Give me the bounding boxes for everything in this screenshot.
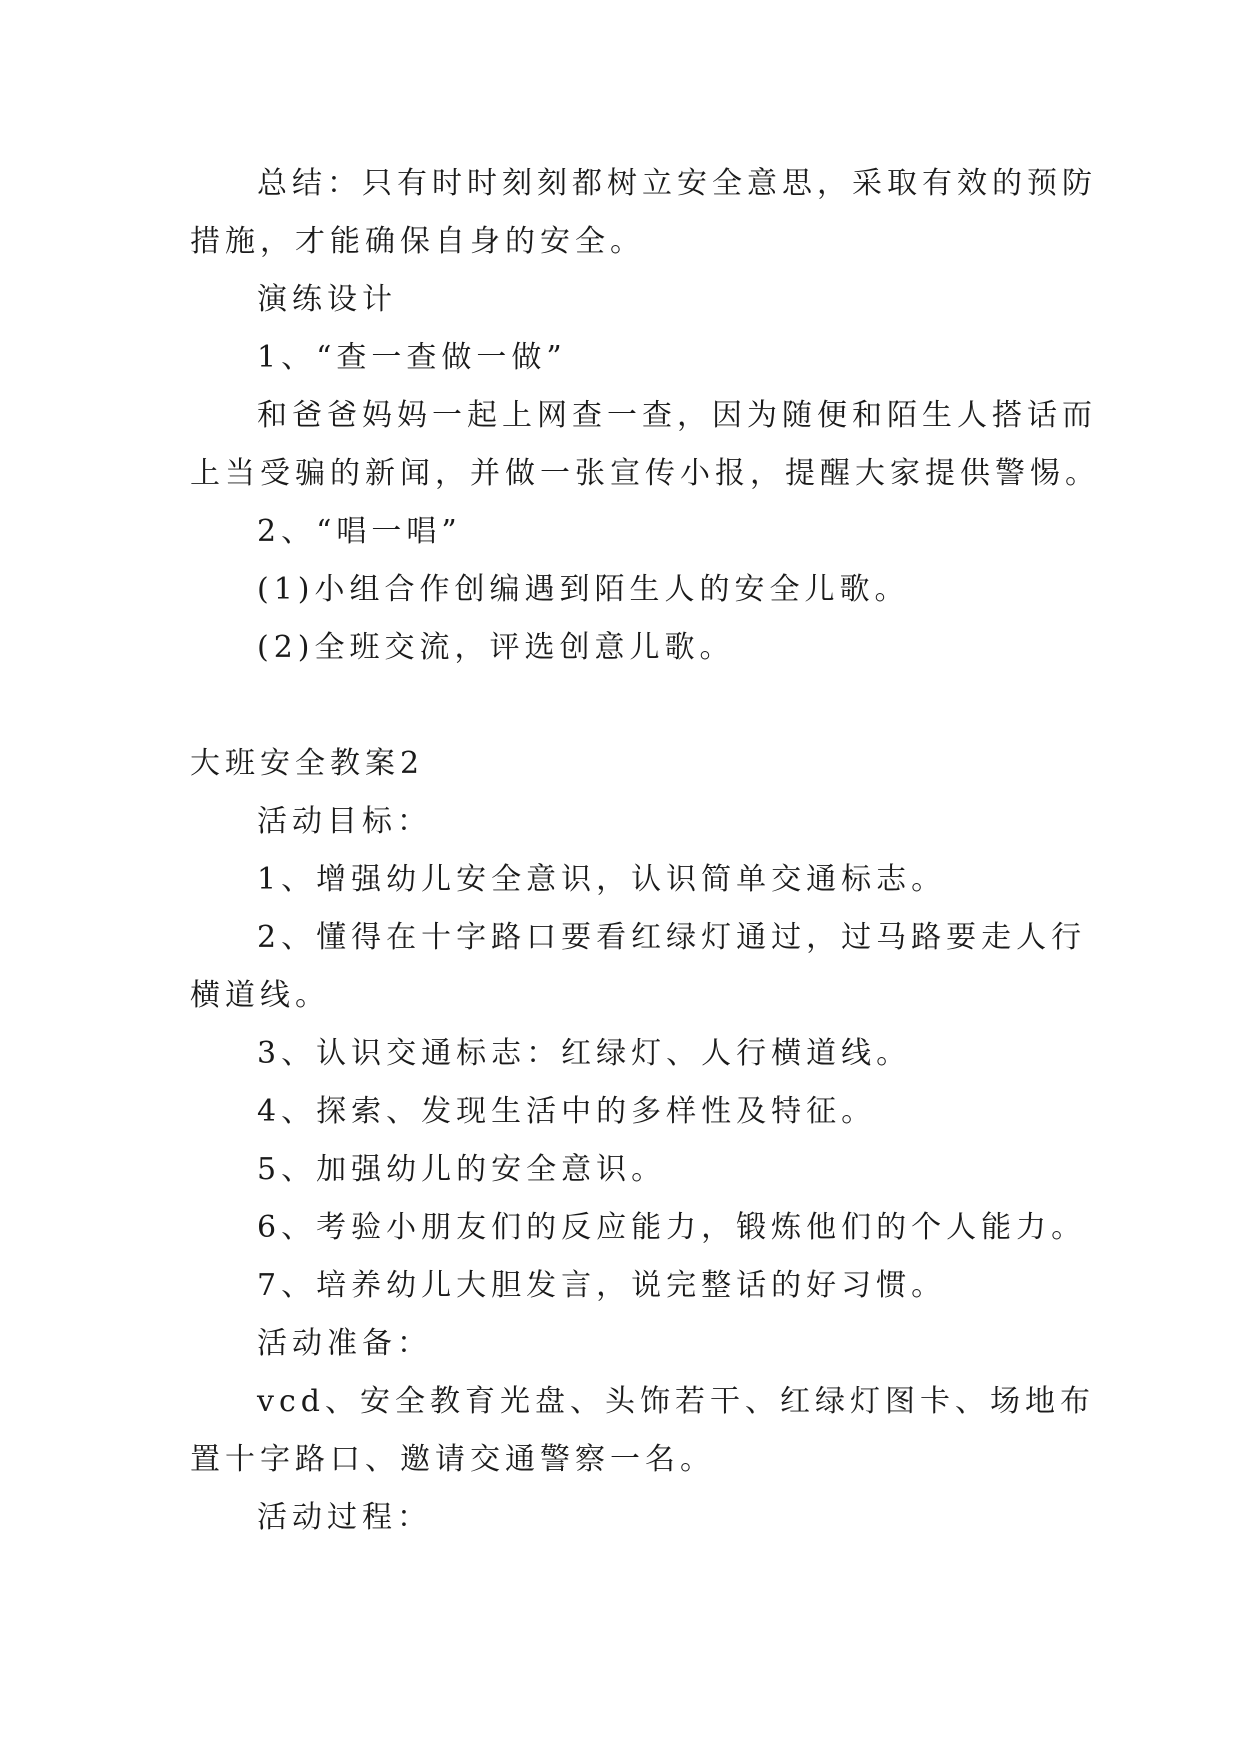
list-item: (1)小组合作创编遇到陌生人的安全儿歌。 [257,572,910,607]
paragraph-line: 总结：只有时时刻刻都树立安全意思，采取有效的预防 [257,166,1097,201]
paragraph-line: 置十字路口、邀请交通警察一名。 [190,1442,715,1477]
section-heading: 活动目标： [257,804,432,839]
list-item: 1、增强幼儿安全意识，认识简单交通标志。 [257,862,947,897]
section-heading: 活动准备： [257,1326,432,1361]
list-item: 3、认识交通标志：红绿灯、人行横道线。 [257,1036,912,1071]
document-title: 大班安全教案2 [190,746,425,781]
section-heading: 演练设计 [257,282,397,317]
paragraph-line: 横道线。 [190,978,330,1013]
list-item: 1、“查一查做一做” [257,340,567,375]
list-item: 2、懂得在十字路口要看红绿灯通过，过马路要走人行 [257,920,1087,955]
list-item: 6、考验小朋友们的反应能力，锻炼他们的个人能力。 [257,1210,1087,1245]
list-item: 7、培养幼儿大胆发言，说完整话的好习惯。 [257,1268,947,1303]
paragraph-line: vcd、安全教育光盘、头饰若干、红绿灯图卡、场地布 [257,1384,1095,1419]
list-item: 5、加强幼儿的安全意识。 [257,1152,667,1187]
list-item: (2)全班交流，评选创意儿歌。 [257,630,735,665]
paragraph-line: 上当受骗的新闻，并做一张宣传小报，提醒大家提供警惕。 [190,456,1100,491]
paragraph-line: 措施，才能确保自身的安全。 [190,224,645,259]
list-item: 2、“唱一唱” [257,514,462,549]
list-item: 4、探索、发现生活中的多样性及特征。 [257,1094,877,1129]
section-heading: 活动过程： [257,1500,432,1535]
paragraph-line: 和爸爸妈妈一起上网查一查，因为随便和陌生人搭话而 [257,398,1097,433]
